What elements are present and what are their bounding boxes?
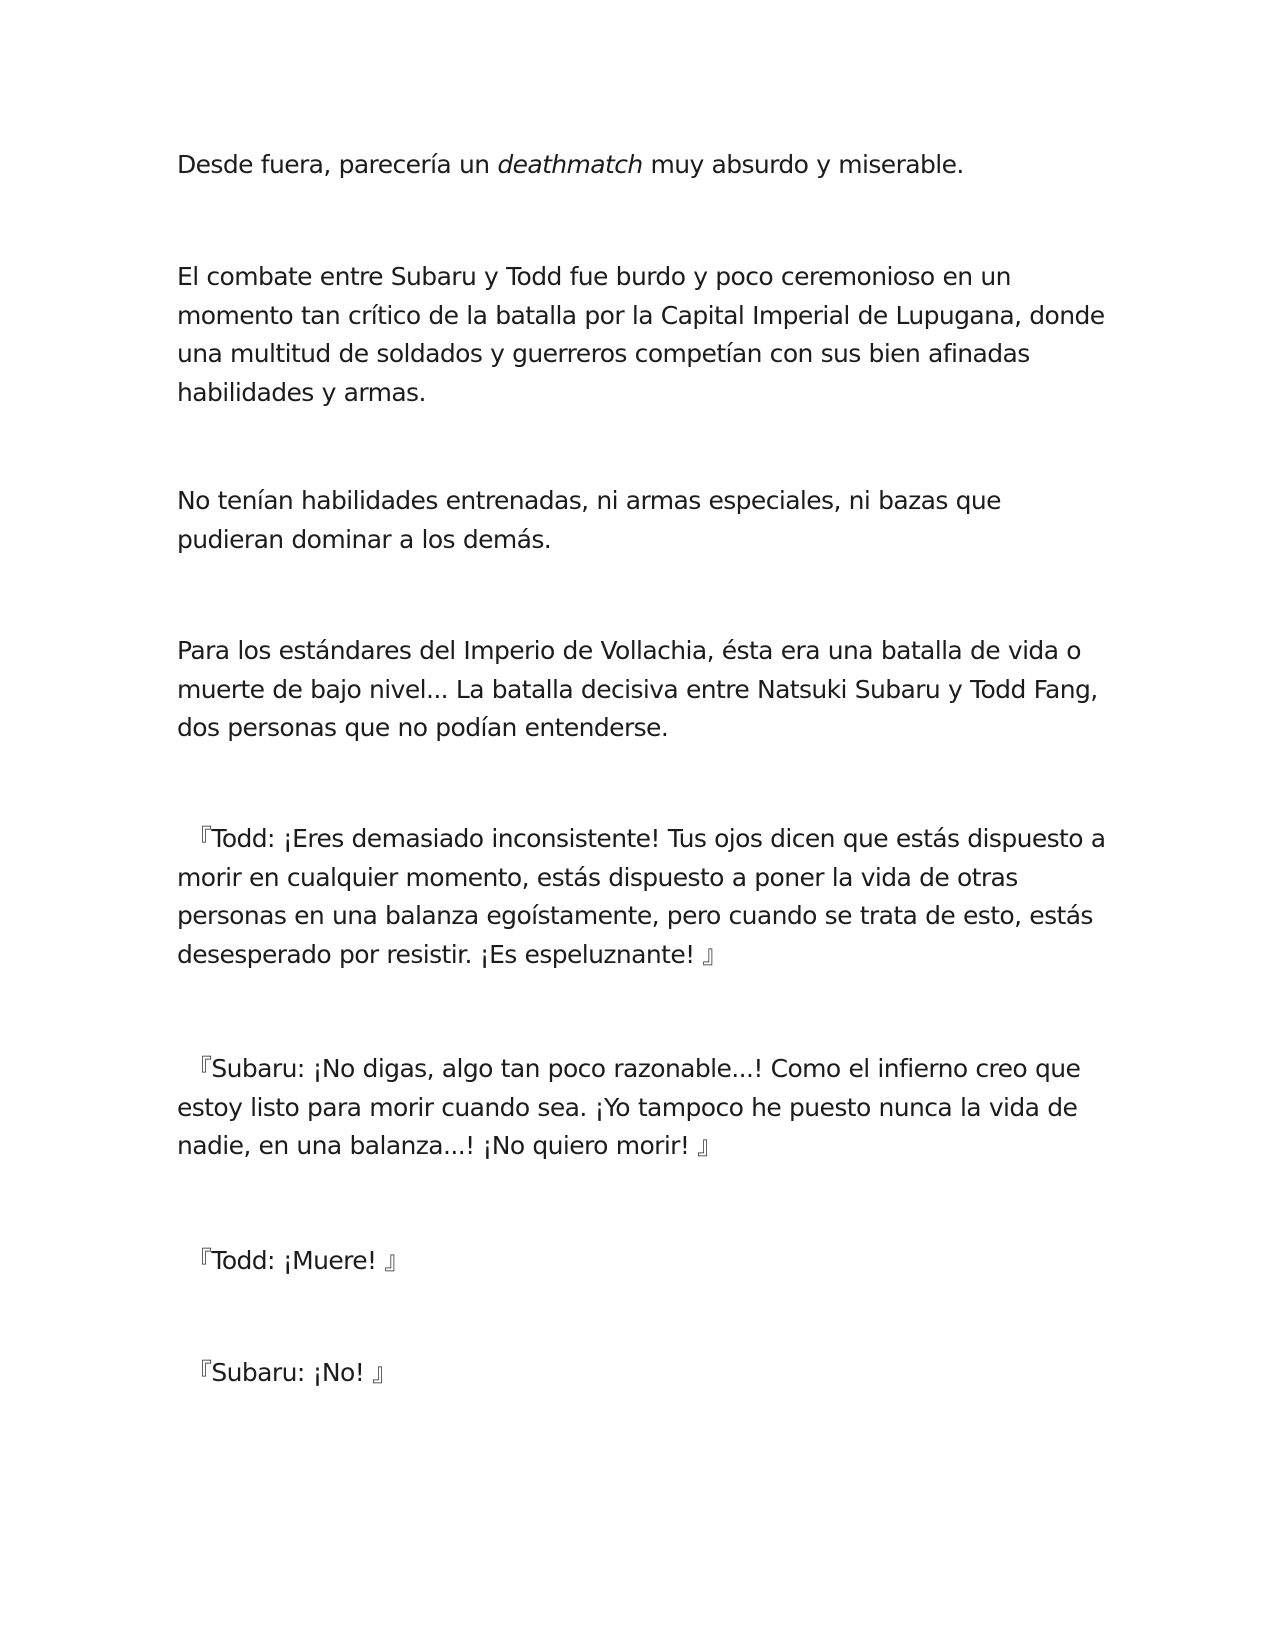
paragraph-intro-before: Desde fuera, parecería un — [177, 150, 498, 179]
dialogue-subaru-no: 『Subaru: ¡No! 』 — [187, 1358, 397, 1387]
paragraph-intro-after: muy absurdo y miserable. — [642, 150, 964, 179]
paragraph-intro — [177, 146, 1107, 185]
dialogue-todd-inconsistent: 『Todd: ¡Eres demasiado inconsistente! Tus ojos dicen que estás dispuesto a morir en cualquier momento, estás dispuesto a poner la vida de otras personas en una balanza egoístamente, pero cuando se trata de esto, estás desesperado por resistir. ¡Es espeluznante! 』 — [177, 824, 1106, 969]
paragraph-vollachia: Para los estándares del Imperio de Vollachia, ésta era una batalla de vida o muerte de bajo nivel... La batalla decisiva entre Natsuki Subaru y Todd Fang, dos personas que no podían entenderse. — [177, 636, 1098, 742]
dialogue-subaru-reply: 『Subaru: ¡No digas, algo tan poco razonable...! Como el infierno creo que estoy listo para morir cuando sea. ¡Yo tampoco he puesto nunca la vida de nadie, en una balanza...! ¡No quiero morir! 』 — [177, 1054, 1081, 1160]
paragraph-no-skills: No tenían habilidades entrenadas, ni armas especiales, ni bazas que pudieran dominar a los demás. — [177, 486, 1001, 554]
emphasis-deathmatch: deathmatch — [497, 150, 643, 179]
dialogue-todd-muere: 『Todd: ¡Muere! 』 — [187, 1246, 409, 1275]
paragraph-combat: El combate entre Subaru y Todd fue burdo y poco ceremonioso en un momento tan crítico de la batalla por la Capital Imperial de Lupugana, donde una multitud de soldados y guerreros competían con sus bien afinadas habilidades y armas. — [177, 262, 1105, 407]
